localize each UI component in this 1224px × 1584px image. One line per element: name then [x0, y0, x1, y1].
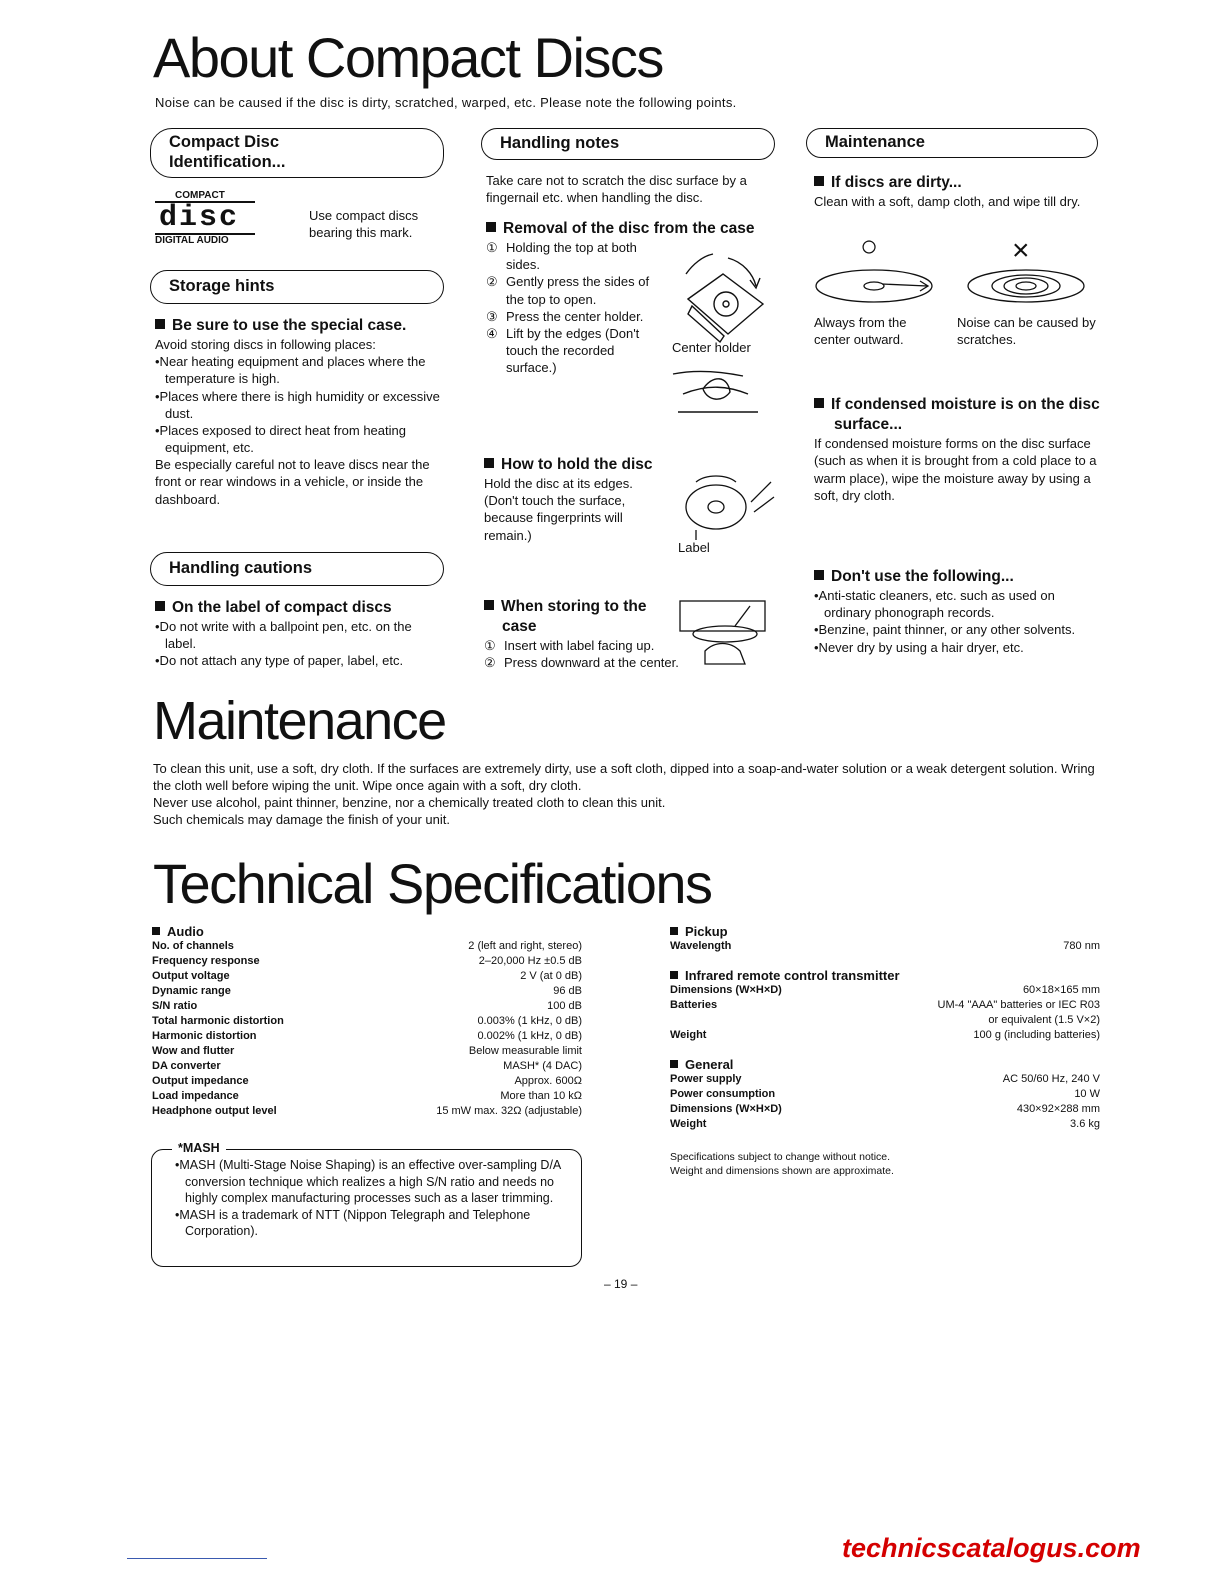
storage-item: •Near heating equipment and places where the temperature is high.: [155, 354, 426, 387]
disc-case-illustration: [668, 244, 773, 419]
spec-value: 15 mW max. 32Ω (adjustable): [436, 1105, 582, 1117]
spec-value: UM-4 "AAA" batteries or IEC R03: [937, 999, 1100, 1011]
spec-label: DA converter: [152, 1060, 221, 1072]
spec-row: [670, 1072, 1100, 1087]
spec-label: Harmonic distortion: [152, 1030, 257, 1042]
spec-label: S/N ratio: [152, 1000, 198, 1012]
square-bullet-icon: [670, 971, 678, 979]
spec-value: 2 V (at 0 dB): [520, 970, 582, 982]
cautions-item: •Do not attach any type of paper, label, etc.: [155, 653, 404, 669]
logo-top-text: COMPACT: [175, 190, 225, 201]
step-text: Press downward at the center.: [504, 655, 679, 671]
spec-row: [152, 1014, 582, 1029]
spec-row: [670, 998, 1100, 1013]
cautions-label: Handling cautions: [169, 559, 313, 577]
spec-label: Wavelength: [670, 940, 732, 952]
good-mark-icon: ○: [860, 230, 879, 263]
step-number: ③: [486, 308, 498, 324]
mash-item: •MASH is a trademark of NTT (Nippon Telegraph and Telephone Corporation).: [175, 1207, 531, 1238]
dont-item: •Anti-static cleaners, etc. such as used on ordinary phonograph records.: [814, 588, 1055, 621]
spec-label: Frequency response: [152, 955, 260, 967]
step-number: ②: [484, 655, 496, 671]
spec-row: [152, 1059, 582, 1074]
spec-value: Below measurable limit: [468, 1045, 582, 1057]
spec-label: Weight: [670, 1118, 707, 1130]
step-text: Press the center holder.: [506, 308, 644, 324]
right-specs: [670, 924, 1100, 1178]
spec-value: 430×92×288 mm: [1016, 1103, 1100, 1115]
storing-heading: [484, 597, 682, 637]
spec-label: Weight: [670, 1029, 707, 1041]
square-bullet-icon: [484, 458, 494, 468]
spec-label: Power consumption: [670, 1088, 776, 1100]
dirty-text: Clean with a soft, damp cloth, and wipe till dry.: [814, 194, 1081, 210]
spec-row: [152, 1029, 582, 1044]
step-text: Insert with label facing up.: [504, 638, 655, 654]
audio-spec-table: [152, 939, 582, 1119]
step-number: ④: [486, 325, 498, 341]
spec-value: MASH* (4 DAC): [503, 1060, 582, 1072]
spec-value: 60×18×165 mm: [1022, 984, 1100, 996]
spec-disclaimer: [670, 1150, 1100, 1178]
square-bullet-icon: [814, 176, 824, 186]
spec-value: More than 10 kΩ: [500, 1090, 582, 1102]
step-text: Gently press the sides of the top to open.: [506, 274, 650, 307]
divider: [127, 1558, 267, 1559]
bad-mark-icon: ×: [1012, 234, 1030, 267]
dirty-heading: [814, 173, 1100, 193]
spec-value: 0.002% (1 kHz, 0 dB): [477, 1030, 582, 1042]
spec-row: [152, 1104, 582, 1119]
cautions-item: •Do not write with a ballpoint pen, etc. on the label.: [155, 619, 412, 652]
spec-value: or equivalent (1.5 V×2): [988, 1014, 1100, 1026]
storing-case-illustration: [675, 596, 775, 671]
square-bullet-icon: [486, 222, 496, 232]
page-title-maintenance: Maintenance: [153, 691, 446, 751]
square-bullet-icon: [484, 600, 494, 610]
spec-label: Dimensions (W×H×D): [670, 1103, 782, 1115]
storage-label: Storage hints: [169, 277, 275, 295]
identification-label: Compact Disc Identification...: [169, 133, 286, 171]
audio-heading-text: Audio: [167, 924, 204, 939]
spec-value: AC 50/60 Hz, 240 V: [1002, 1073, 1100, 1085]
general-heading: [670, 1057, 1100, 1072]
step-text: Lift by the edges (Don't touch the recorded surface.): [506, 325, 640, 376]
spec-label: Load impedance: [152, 1090, 239, 1102]
spec-label: No. of channels: [152, 940, 234, 952]
intro-text: Noise can be caused if the disc is dirty, scratched, warped, etc. Please note the following points.: [155, 95, 737, 110]
spec-row: [670, 1013, 1100, 1028]
moisture-text: If condensed moisture forms on the disc surface (such as when it is brought from a cold place to a warm place), wipe the moisture away by using a soft, dry cloth.: [814, 436, 1097, 503]
removal-heading: [486, 219, 774, 239]
spec-row: [152, 969, 582, 984]
moisture-heading: [814, 395, 1100, 435]
dont-heading: [814, 567, 1100, 587]
step-number: ①: [484, 638, 496, 654]
mash-text: [175, 1157, 563, 1240]
label-caption: Label: [678, 540, 710, 555]
spec-value: Approx. 600Ω: [514, 1075, 582, 1087]
dirty-section: [814, 173, 1100, 210]
spec-label: Batteries: [670, 999, 718, 1011]
dont-item: •Benzine, paint thinner, or any other solvents.: [814, 622, 1076, 638]
spec-value: 2–20,000 Hz ±0.5 dB: [478, 955, 582, 967]
storing-heading-text: When storing to the case: [501, 598, 647, 636]
square-bullet-icon: [814, 570, 824, 580]
square-bullet-icon: [670, 927, 678, 935]
spec-row: [670, 939, 1100, 954]
storage-note: Be especially careful not to leave discs near the front or rear windows in a vehicle, or inside the dashboard.: [155, 457, 430, 507]
step-number: ②: [486, 274, 498, 290]
storage-heading-text: Be sure to use the special case.: [172, 317, 407, 334]
general-spec-table: [670, 1072, 1100, 1132]
spec-value: 2 (left and right, stereo): [468, 940, 582, 952]
cautions-heading: [155, 598, 441, 618]
compact-disc-logo: [155, 190, 255, 246]
square-bullet-icon: [155, 601, 165, 611]
removal-step: [486, 273, 666, 307]
storage-item: •Places exposed to direct heat from heating equipment, etc.: [155, 422, 406, 456]
removal-step: [486, 308, 666, 325]
good-caption: Always from the center outward.: [814, 315, 907, 348]
spec-row: [152, 954, 582, 969]
spec-value: 780 nm: [1063, 940, 1100, 952]
maintenance-paragraph: Such chemicals may damage the finish of your unit.: [153, 811, 450, 827]
cautions-section: [155, 598, 441, 670]
spec-label: Wow and flutter: [152, 1045, 235, 1057]
step-number: ①: [486, 240, 498, 256]
square-bullet-icon: [155, 319, 165, 329]
storage-item: •Places where there is high humidity or excessive dust.: [155, 388, 440, 421]
maintenance-paragraph: Never use alcohol, paint thinner, benzine, nor a chemically treated cloth to clean this unit.: [153, 794, 666, 810]
spec-row: [152, 1089, 582, 1104]
dirty-heading-text: If discs are dirty...: [831, 174, 962, 191]
logo-caption: Use compact discs bearing this mark.: [309, 208, 419, 241]
spec-value: 10 W: [1074, 1088, 1100, 1100]
storage-section: [155, 316, 441, 508]
dont-item: •Never dry by using a hair dryer, etc.: [814, 639, 1024, 655]
spec-row: [670, 1117, 1100, 1132]
spec-label: Dynamic range: [152, 985, 231, 997]
spec-row: [152, 999, 582, 1014]
removal-heading-text: Removal of the disc from the case: [503, 220, 755, 237]
storage-body: [155, 336, 441, 508]
spec-row: [152, 939, 582, 954]
disclaimer-line: Specifications subject to change without notice.: [670, 1151, 891, 1163]
pickup-heading: [670, 924, 1100, 939]
storage-header: [150, 270, 444, 304]
audio-specs: [152, 924, 582, 1119]
handling-intro: Take care not to scratch the disc surface by a fingernail etc. when handling the disc.: [486, 173, 747, 206]
spec-value: 96 dB: [553, 985, 582, 997]
center-holder-caption: Center holder: [672, 340, 751, 355]
mash-item: •MASH (Multi-Stage Noise Shaping) is an effective over-sampling D/A conversion technique which realizes a high S/N ratio and needs no highly complex manufacturing processes such as a laser trimming.: [175, 1158, 561, 1205]
remote-heading-text: Infrared remote control transmitter: [685, 968, 900, 983]
step-text: Holding the top at both sides.: [506, 240, 637, 273]
spec-value: 3.6 kg: [1070, 1118, 1100, 1130]
pickup-heading-text: Pickup: [685, 924, 728, 939]
cautions-heading-text: On the label of compact discs: [172, 599, 392, 616]
pickup-spec-table: [670, 939, 1100, 954]
removal-step: [486, 239, 666, 273]
spec-row: [670, 1028, 1100, 1043]
disc-cleaning-illustration: [812, 264, 1097, 309]
bad-caption: Noise can be caused by scratches.: [957, 315, 1096, 348]
spec-value: 100 dB: [547, 1000, 582, 1012]
hold-disc-illustration: [676, 462, 776, 542]
square-bullet-icon: [814, 398, 824, 408]
page-title-specs: Technical Specifications: [153, 852, 712, 915]
page-number: – 19 –: [604, 1277, 638, 1291]
cautions-header: [150, 552, 444, 586]
hold-text: Hold the disc at its edges. (Don't touch the surface, because fingerprints will remain.): [484, 476, 633, 543]
spec-row: [670, 1102, 1100, 1117]
handling-header: [481, 128, 775, 160]
spec-value: 100 g (including batteries): [973, 1029, 1100, 1041]
spec-row: [670, 983, 1100, 998]
spec-row: [152, 1044, 582, 1059]
mash-heading: *MASH: [172, 1141, 226, 1155]
removal-step: [486, 325, 666, 376]
maintenance-text: [153, 761, 1103, 829]
spec-row: [670, 1087, 1100, 1102]
spec-label: Power supply: [670, 1073, 742, 1085]
spec-label: Total harmonic distortion: [152, 1015, 284, 1027]
storage-heading: [155, 316, 441, 336]
moisture-section: [814, 395, 1100, 504]
spec-row: [152, 984, 582, 999]
maintenance-header: [806, 128, 1098, 158]
square-bullet-icon: [670, 1060, 678, 1068]
maintenance-paragraph: To clean this unit, use a soft, dry cloth. If the surfaces are extremely dirty, use a soft cloth, dipped into a soap-and-water solution or a weak detergent solution. Wring the cloth well before wiping the unit. Wipe once again with a soft, dry cloth.: [153, 761, 1095, 793]
general-heading-text: General: [685, 1057, 734, 1072]
identification-header: [150, 128, 444, 178]
dont-heading-text: Don't use the following...: [831, 568, 1014, 585]
logo-bottom-text: DIGITAL AUDIO: [155, 235, 229, 246]
spec-label: Headphone output level: [152, 1105, 277, 1117]
handling-label: Handling notes: [500, 134, 620, 152]
spec-label: Output impedance: [152, 1075, 249, 1087]
spec-value: 0.003% (1 kHz, 0 dB): [477, 1015, 582, 1027]
watermark-link[interactable]: technicscatalogus.com: [842, 1533, 1141, 1563]
page-title-about: About Compact Discs: [153, 26, 663, 89]
logo-main-text: disc: [155, 201, 255, 235]
maintenance-label: Maintenance: [825, 133, 925, 151]
remote-heading: [670, 968, 1100, 983]
moisture-heading-text: If condensed moisture is on the disc surface...: [831, 396, 1100, 434]
storage-intro: Avoid storing discs in following places:: [155, 337, 376, 353]
square-bullet-icon: [152, 927, 160, 935]
hold-heading-text: How to hold the disc: [501, 456, 653, 473]
spec-label: Output voltage: [152, 970, 230, 982]
dont-section: [814, 567, 1100, 656]
spec-row: [152, 1074, 582, 1089]
audio-heading: [152, 924, 582, 939]
remote-spec-table: [670, 983, 1100, 1043]
disclaimer-line: Weight and dimensions shown are approximate.: [670, 1165, 894, 1177]
spec-label: Dimensions (W×H×D): [670, 984, 782, 996]
